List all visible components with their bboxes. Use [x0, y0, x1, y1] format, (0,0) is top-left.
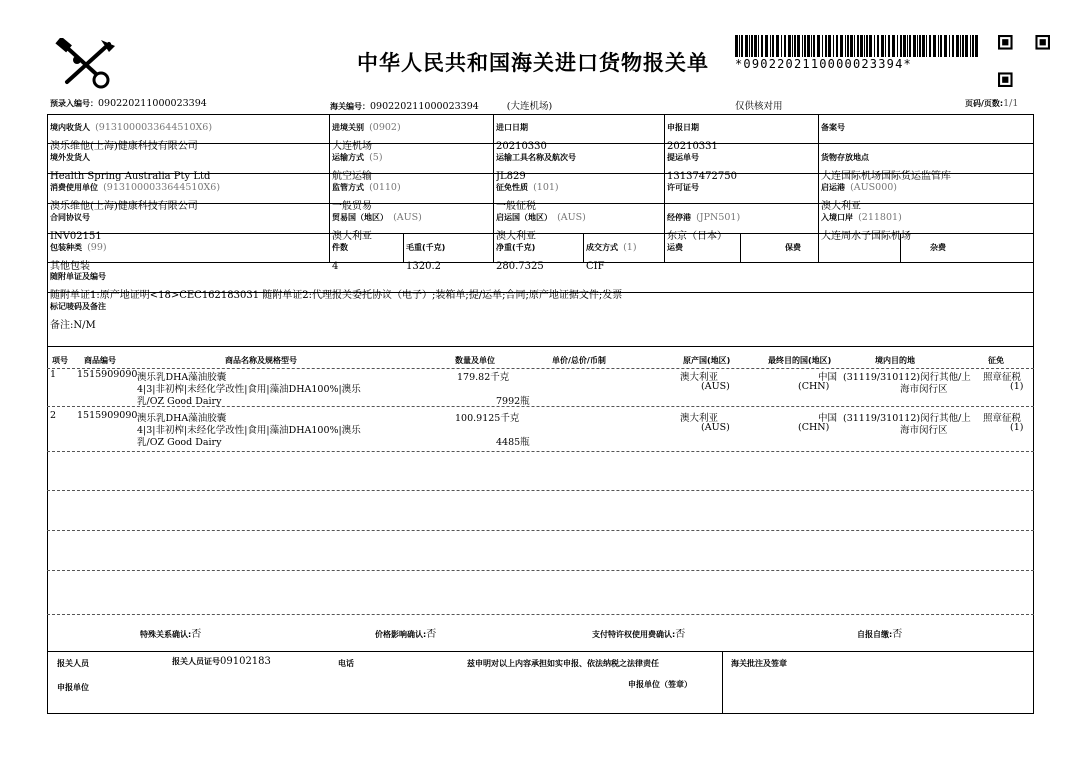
insurance-cell: 保费 — [785, 243, 801, 252]
col-hs-code: 商品编号 — [84, 356, 116, 365]
license-cell: 许可证号 — [667, 183, 699, 192]
record-no-cell: 备案号 — [821, 123, 845, 132]
misc-cell: 杂费 — [930, 243, 946, 252]
contract-cell: 合同协议号 INV02151 — [50, 213, 102, 242]
col-final-dest: 最终目的国(地区) — [768, 356, 832, 365]
customs-no: 海关编号：090220211000023394 (大连机场) — [330, 101, 553, 112]
pack-cell: 包装种类 (99) 其他包装 — [50, 242, 107, 272]
stop-port-cell: 经停港 (JPN501) 东京（日本） — [667, 212, 741, 242]
supervision-cell: 监管方式 (0110) 一般贸易 — [332, 182, 401, 212]
pieces-cell: 件数 4 — [332, 243, 348, 272]
col-price: 单价/总价/币制 — [552, 356, 606, 365]
declaring-unit-seal-label: 申报单位（签章） — [628, 680, 692, 689]
col-name-spec: 商品名称及规格型号 — [225, 356, 297, 365]
col-tax-mode: 征免 — [988, 356, 1004, 365]
qr-code — [998, 35, 1050, 87]
dep-port-cell: 启运港 (AUS000) 澳大利亚 — [821, 182, 898, 212]
declarant-cert: 报关人员证号09102183 — [172, 656, 271, 667]
transport-mode-cell: 运输方式 (5) 航空运输 — [332, 152, 383, 182]
col-origin: 原产国(地区) — [683, 356, 731, 365]
declare-date-cell: 申报日期 20210331 — [667, 123, 718, 152]
freight-cell: 运费 — [667, 243, 683, 252]
storage-cell: 货物存放地点 大连国际机场国际货运监管库 — [821, 153, 951, 182]
origin-country-cell: 启运国（地区） (AUS) 澳大利亚 — [496, 212, 586, 242]
docs-cell: 随附单证及编号 随附单证1:原产地证明<18>CEC162183031 随附单证2:代理报关委托协议（电子）;装箱单;提/运单;合同;原产地证据文件;发票 — [50, 272, 623, 301]
document-title: 中华人民共和国海关进口货物报关单 — [357, 51, 709, 75]
customs-seal-label: 海关批注及签章 — [731, 659, 787, 668]
declaring-unit-label: 申报单位 — [57, 683, 89, 692]
col-qty-unit: 数量及单位 — [455, 356, 495, 365]
declaration-statement: 兹申明对以上内容承担如实申报、依法纳税之法律责任 — [467, 659, 659, 668]
gross-weight-cell: 毛重(千克) 1320.2 — [406, 243, 446, 272]
verify-note: 仅供核对用 — [735, 101, 783, 112]
barcode-graphic — [735, 35, 980, 57]
royalty-confirm: 支付特许权使用费确认:否 — [592, 629, 686, 640]
bl-cell: 提运单号 13137472750 — [667, 153, 737, 182]
special-relation-confirm: 特殊关系确认:否 — [140, 629, 202, 640]
consumer-cell: 消费使用单位 (9131000033644510X6) 澳乐维他(上海)健康科技有限公司 — [50, 182, 221, 212]
marks-cell: 标记唛码及备注 备注:N/M — [50, 302, 106, 331]
price-impact-confirm: 价格影响确认:否 — [375, 629, 437, 640]
preentry-no: 预录入编号：090220211000023394 — [50, 98, 207, 109]
trade-country-cell: 贸易国（地区） (AUS) 澳大利亚 — [332, 212, 422, 242]
shipper-cell: 境外发货人 Health Spring Australia Pty Ltd — [50, 153, 211, 182]
entry-port-cell: 入境口岸 (211801) 大连周水子国际机场 — [821, 212, 911, 242]
vessel-cell: 运输工具名称及航次号 JL829 — [496, 153, 576, 182]
import-date-cell: 进口日期 20210330 — [496, 123, 547, 152]
phone-label: 电话 — [338, 659, 354, 668]
entry-customs-cell: 进境关别 (0902) 大连机场 — [332, 122, 401, 152]
tax-nature-cell: 征免性质 (101) 一般征税 — [496, 182, 559, 212]
page-number: 页码/页数:1/1 — [965, 98, 1019, 109]
customs-emblem-icon — [55, 38, 117, 90]
self-payment-confirm: 自报自缴:否 — [857, 629, 903, 640]
col-domestic-dest: 境内目的地 — [875, 356, 915, 365]
deal-mode-cell: 成交方式 (1) CIF — [586, 242, 637, 272]
consignee-cell: 境内收货人 (9131000033644510X6) 澳乐维他(上海)健康科技有限公司 — [50, 122, 213, 152]
net-weight-cell: 净重(千克) 280.7325 — [496, 243, 544, 272]
declarant-label: 报关人员 — [57, 659, 89, 668]
barcode-text: *0902202110000023394* — [735, 57, 912, 71]
col-item-no: 项号 — [52, 356, 68, 365]
